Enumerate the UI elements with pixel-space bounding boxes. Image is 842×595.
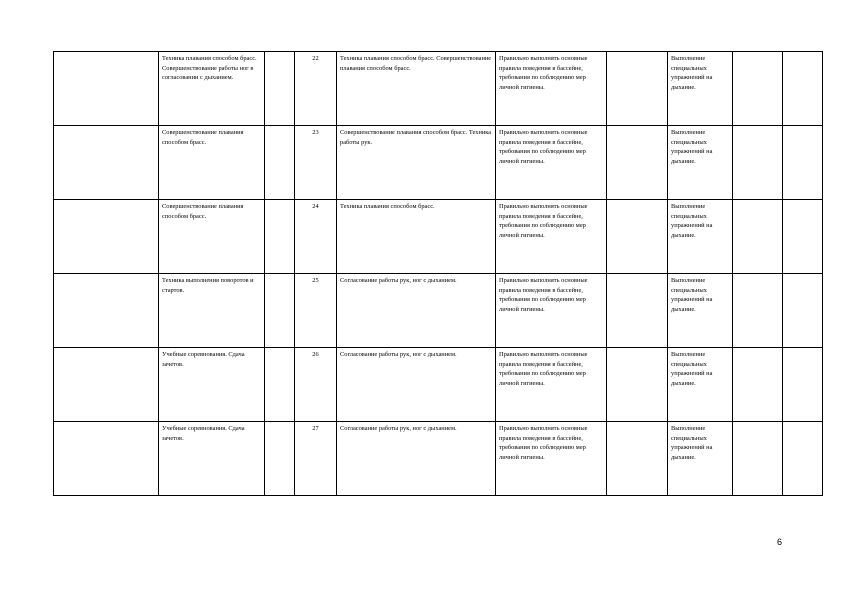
empty-cell-lesson bbox=[54, 52, 159, 126]
table-row bbox=[54, 126, 823, 200]
topic-cell: Техника плавания способом брасс. Совершенствование работы ног в согласовании с дыханием. bbox=[159, 52, 265, 126]
requirements-cell: Правильно выполнять основные правила поведения в бассейне, требования по соблюдению мер личной гигиены. bbox=[496, 126, 607, 200]
table-row bbox=[54, 274, 823, 348]
page-number: 6 bbox=[777, 537, 783, 547]
empty-cell-lesson bbox=[54, 274, 159, 348]
lesson-number-cell: 26 bbox=[295, 348, 337, 422]
requirements-cell: Правильно выполнять основные правила поведения в бассейне, требования по соблюдению мер личной гигиены. bbox=[496, 274, 607, 348]
empty-cell-date-plan bbox=[733, 348, 783, 422]
lesson-content-cell: Согласование работы рук, ног с дыханием. bbox=[337, 274, 496, 348]
empty-cell-lesson bbox=[54, 348, 159, 422]
empty-cell-control bbox=[607, 348, 668, 422]
homework-cell: Выполнение специальных упражнений на дыхание. bbox=[668, 274, 733, 348]
empty-cell-control bbox=[607, 126, 668, 200]
table-row bbox=[54, 348, 823, 422]
lesson-content-cell: Техника плавания способом брасс. bbox=[337, 200, 496, 274]
empty-cell-date-plan bbox=[733, 274, 783, 348]
lesson-number-cell: 23 bbox=[295, 126, 337, 200]
table-row bbox=[54, 52, 823, 126]
empty-cell-hours bbox=[265, 348, 295, 422]
requirements-cell: Правильно выполнять основные правила поведения в бассейне, требования по соблюдению мер личной гигиены. bbox=[496, 348, 607, 422]
empty-cell-lesson bbox=[54, 422, 159, 496]
topic-cell: Учебные соревнования. Сдача зачетов. bbox=[159, 348, 265, 422]
empty-cell-date-fact bbox=[783, 126, 823, 200]
topic-cell: Совершенствование плавания способом брасс. bbox=[159, 200, 265, 274]
table-row bbox=[54, 422, 823, 496]
homework-cell: Выполнение специальных упражнений на дыхание. bbox=[668, 52, 733, 126]
lesson-content-cell: Согласование работы рук, ног с дыханием. bbox=[337, 348, 496, 422]
empty-cell-lesson bbox=[54, 200, 159, 274]
empty-cell-hours bbox=[265, 52, 295, 126]
empty-cell-date-plan bbox=[733, 422, 783, 496]
lesson-number-cell: 27 bbox=[295, 422, 337, 496]
empty-cell-date-plan bbox=[733, 200, 783, 274]
empty-cell-hours bbox=[265, 274, 295, 348]
empty-cell-date-plan bbox=[733, 52, 783, 126]
empty-cell-control bbox=[607, 200, 668, 274]
empty-cell-date-fact bbox=[783, 274, 823, 348]
requirements-cell: Правильно выполнять основные правила поведения в бассейне, требования по соблюдению мер личной гигиены. bbox=[496, 200, 607, 274]
requirements-cell: Правильно выполнять основные правила поведения в бассейне, требования по соблюдению мер личной гигиены. bbox=[496, 52, 607, 126]
empty-cell-hours bbox=[265, 422, 295, 496]
homework-cell: Выполнение специальных упражнений на дыхание. bbox=[668, 422, 733, 496]
lesson-number-cell: 24 bbox=[295, 200, 337, 274]
empty-cell-control bbox=[607, 274, 668, 348]
empty-cell-date-plan bbox=[733, 126, 783, 200]
empty-cell-hours bbox=[265, 200, 295, 274]
lesson-plan-table bbox=[53, 51, 823, 496]
topic-cell: Техника выполнения поворотов и стартов. bbox=[159, 274, 265, 348]
lesson-content-cell: Совершенствование плавания способом брасс. Техника работы рук. bbox=[337, 126, 496, 200]
empty-cell-hours bbox=[265, 126, 295, 200]
lesson-content-cell: Техника плавания способом брасс. Совершенствование плавания способом брасс. bbox=[337, 52, 496, 126]
homework-cell: Выполнение специальных упражнений на дыхание. bbox=[668, 126, 733, 200]
empty-cell-control bbox=[607, 422, 668, 496]
lesson-number-cell: 22 bbox=[295, 52, 337, 126]
requirements-cell: Правильно выполнять основные правила поведения в бассейне, требования по соблюдению мер личной гигиены. bbox=[496, 422, 607, 496]
empty-cell-date-fact bbox=[783, 348, 823, 422]
homework-cell: Выполнение специальных упражнений на дыхание. bbox=[668, 200, 733, 274]
topic-cell: Учебные соревнования. Сдача зачетов. bbox=[159, 422, 265, 496]
empty-cell-date-fact bbox=[783, 422, 823, 496]
empty-cell-control bbox=[607, 52, 668, 126]
lesson-number-cell: 25 bbox=[295, 274, 337, 348]
topic-cell: Совершенствование плавания способом брасс. bbox=[159, 126, 265, 200]
empty-cell-lesson bbox=[54, 126, 159, 200]
lesson-content-cell: Согласование работы рук, ног с дыханием. bbox=[337, 422, 496, 496]
table-row bbox=[54, 200, 823, 274]
table-body bbox=[54, 52, 823, 496]
empty-cell-date-fact bbox=[783, 52, 823, 126]
empty-cell-date-fact bbox=[783, 200, 823, 274]
homework-cell: Выполнение специальных упражнений на дыхание. bbox=[668, 348, 733, 422]
